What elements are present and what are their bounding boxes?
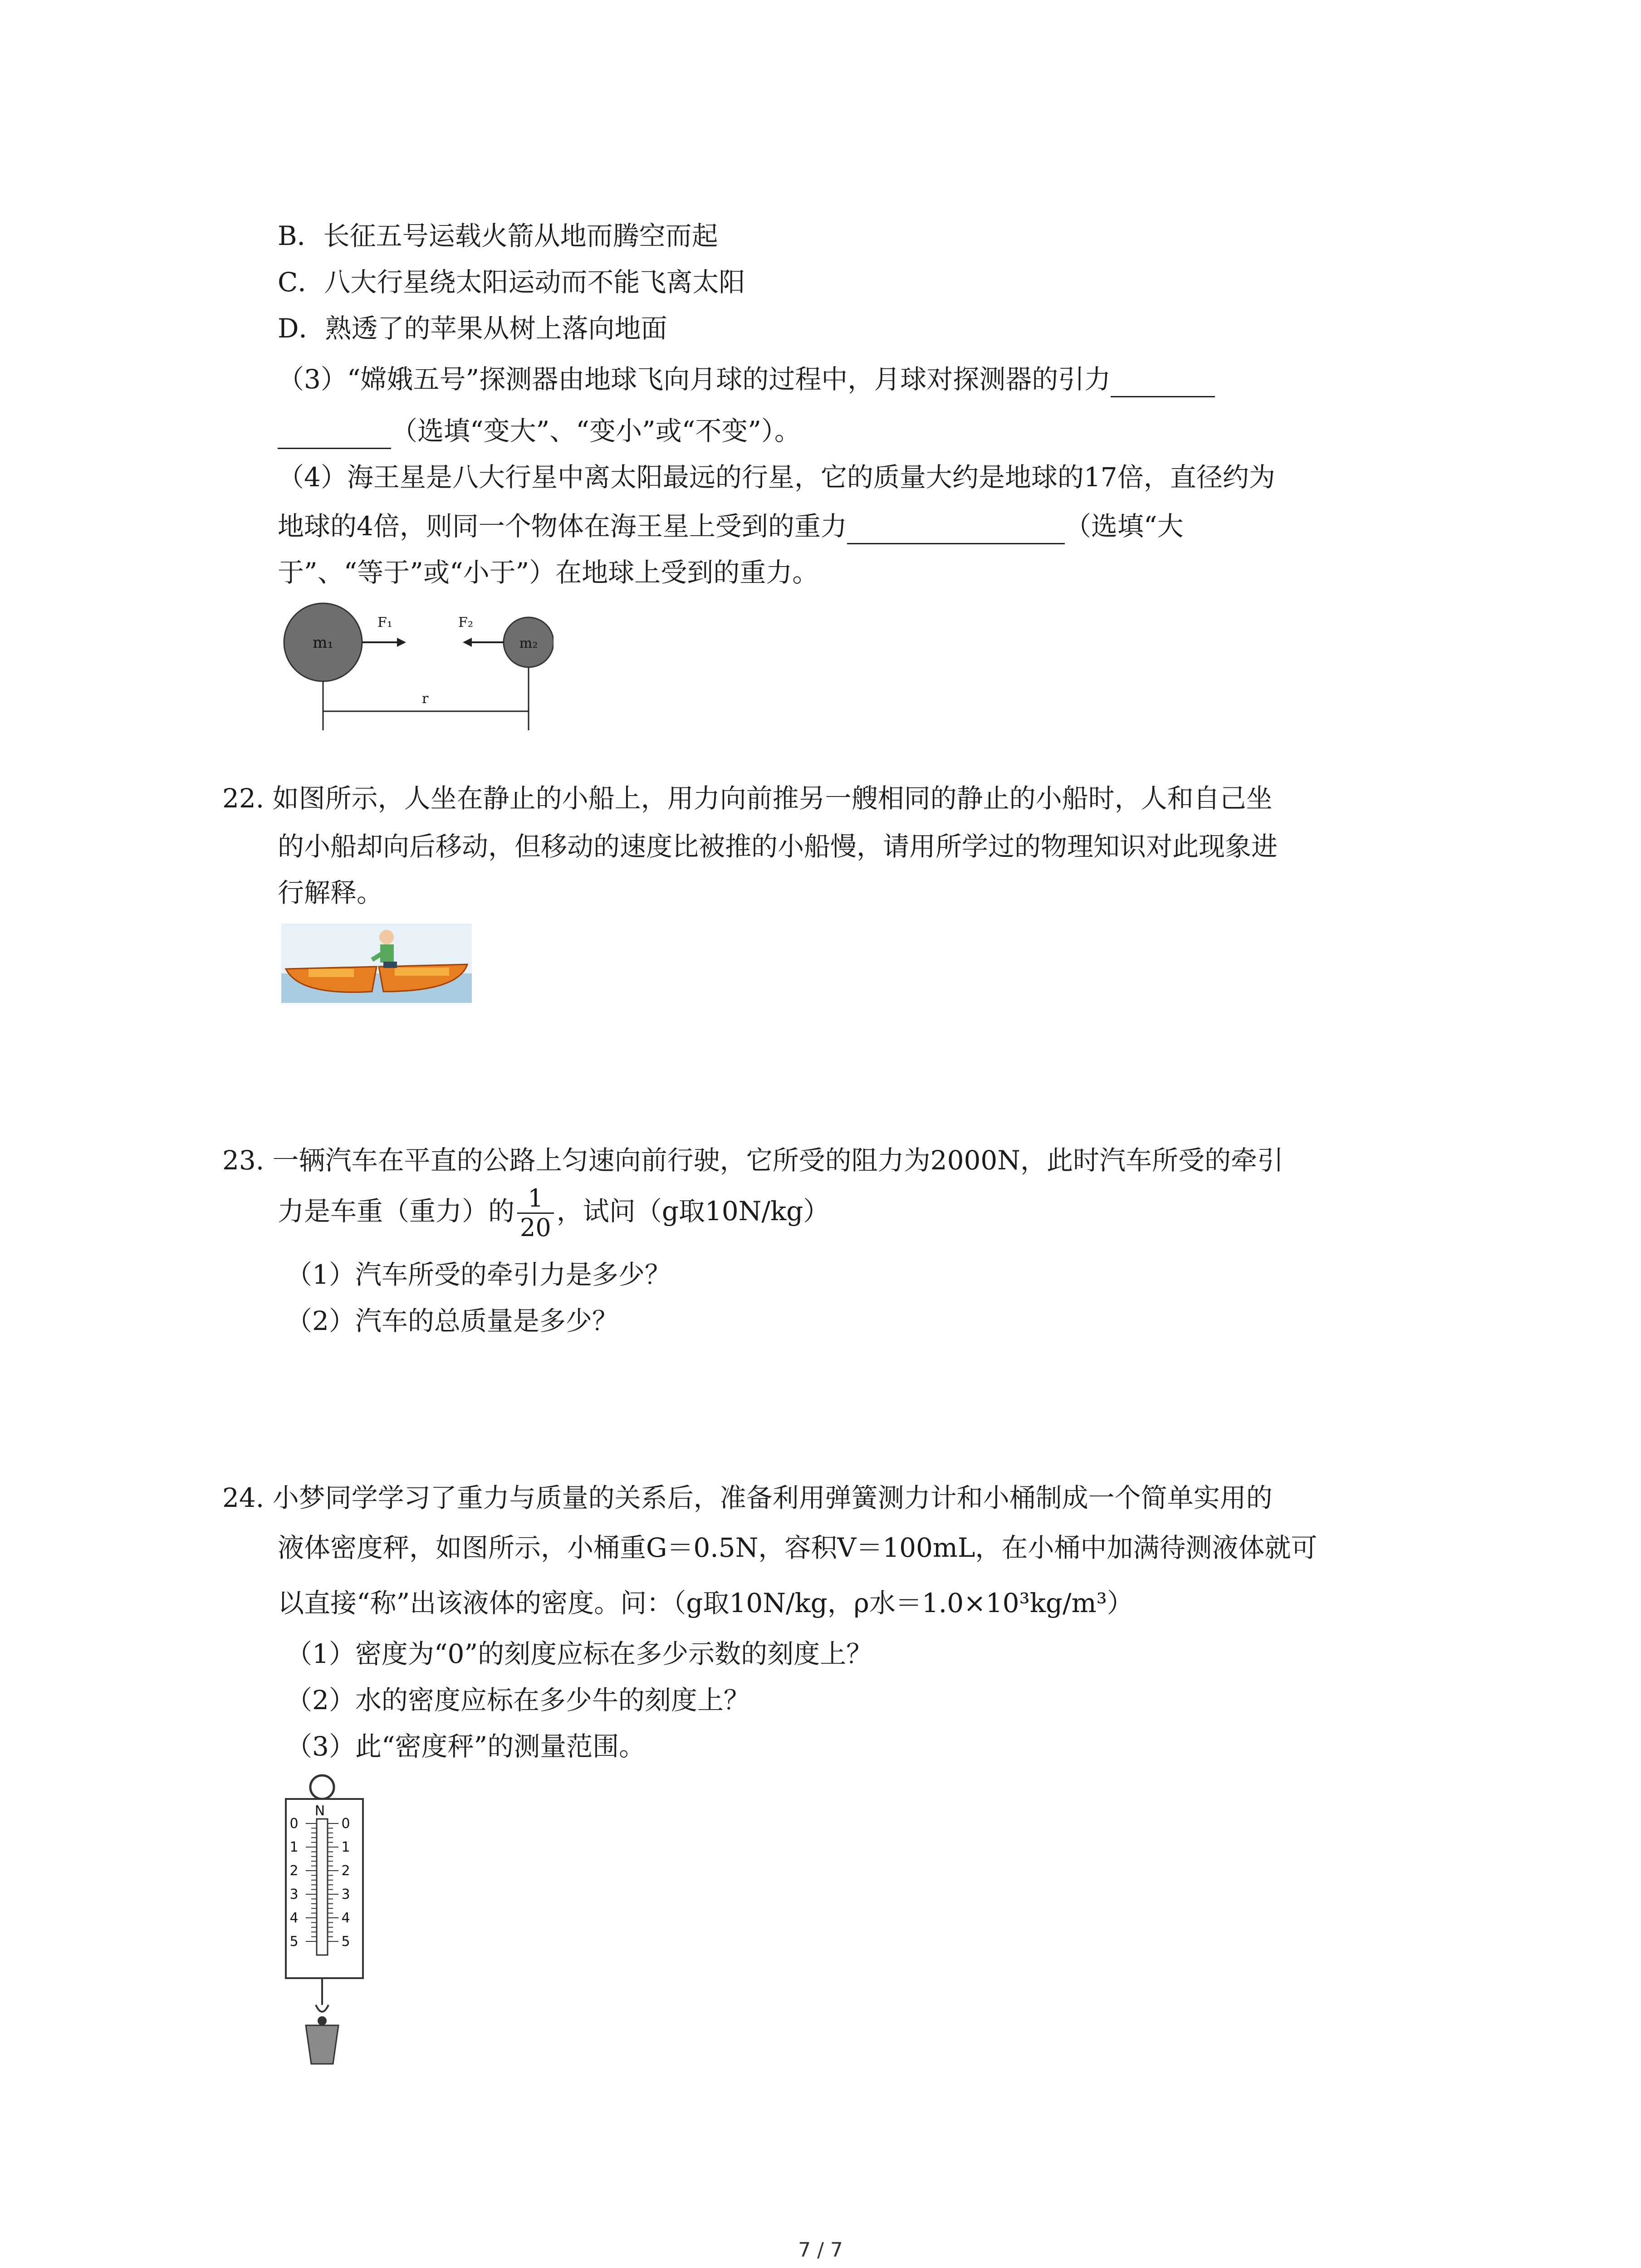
scale-label-left: 1 <box>289 1839 299 1855</box>
q23-line1: 23. 一辆汽车在平直的公路上匀速向前行驶，它所受的阻力为2000N，此时汽车所受的牵引 <box>222 1145 1284 1176</box>
fraction-denominator: 20 <box>520 1213 551 1242</box>
scale-label-right: 2 <box>341 1863 350 1879</box>
q21-part3-line2 <box>278 413 801 449</box>
q21-option-d: D．熟透了的苹果从树上落向地面 <box>278 313 667 344</box>
q21-part4-text2b: （选填“大 <box>1064 511 1184 542</box>
q23-sub1: （1）汽车所受的牵引力是多少？ <box>286 1259 671 1290</box>
scale-label-right: 3 <box>341 1887 350 1902</box>
q21-part4-line1: （4）海王星是八大行星中离太阳最远的行星，它的质量大约是地球的17倍，直径约为 <box>278 462 1275 493</box>
scale-unit-label: N <box>314 1803 325 1819</box>
spring-scale-figure <box>272 1774 381 2073</box>
answer-blank[interactable] <box>278 420 391 449</box>
q22-line3: 行解释。 <box>278 877 383 908</box>
scale-ring <box>310 1775 334 1799</box>
fraction-1-20 <box>517 1184 554 1242</box>
bucket <box>306 2025 338 2064</box>
q24-line2: 液体密度秤，如图所示，小桶重G＝0.5N，容积V＝100mL，在小桶中加满待测液体就可 <box>278 1532 1318 1563</box>
boats-image <box>281 924 472 1003</box>
q21-part4-line2 <box>278 508 1184 544</box>
distance-label: r <box>422 691 429 707</box>
q23-sub2: （2）汽车的总质量是多少？ <box>286 1305 618 1336</box>
force-f2-label: F₂ <box>458 615 473 631</box>
scale-label-right: 1 <box>341 1839 350 1855</box>
q24-sub1: （1）密度为“0”的刻度应标在多少示数的刻度上？ <box>286 1638 873 1669</box>
force-f2-arrowhead <box>463 638 472 647</box>
fraction-numerator: 1 <box>517 1184 554 1214</box>
q23-line2-a: 力是车重（重力）的 <box>278 1196 515 1227</box>
q21-part4-text2a: 地球的4倍，则同一个物体在海王星上受到的重力 <box>278 511 847 542</box>
scale-label-right: 5 <box>341 1934 350 1950</box>
mass-2-label: m₂ <box>519 635 538 651</box>
q21-part3-text2: （选填“变大”、“变小”或“不变”）。 <box>391 415 801 446</box>
scale-label-left: 4 <box>289 1910 299 1926</box>
q24-line3: 以直接“称”出该液体的密度。问：（g取10N/kg，ρ水＝1.0×10³kg/m³） <box>278 1588 1133 1618</box>
answer-blank[interactable] <box>847 516 1065 544</box>
q24-sub3: （3）此“密度秤”的测量范围。 <box>286 1731 646 1762</box>
q21-part3-text: （3）“嫦娥五号”探测器由地球飞向月球的过程中，月球对探测器的引力 <box>278 364 1111 395</box>
gravitation-figure <box>272 599 554 735</box>
force-f1-label: F₁ <box>377 615 392 631</box>
q21-option-b: B．长征五号运载火箭从地而腾空而起 <box>278 220 718 251</box>
q22-line1: 22. 如图所示，人坐在静止的小船上，用力向前推另一艘相同的静止的小船时，人和自己坐 <box>222 783 1273 814</box>
scale-label-left: 2 <box>289 1863 299 1879</box>
mass-1-label: m₁ <box>313 634 333 652</box>
answer-blank[interactable] <box>1111 369 1215 397</box>
q21-part3-line1 <box>278 361 1215 397</box>
q21-option-c: C．八大行星绕太阳运动而不能飞离太阳 <box>278 267 745 298</box>
force-f1-arrowhead <box>397 638 406 647</box>
scale-label-left: 0 <box>289 1816 299 1832</box>
q21-part4-line3: 于”、“等于”或“小于”）在地球上受到的重力。 <box>278 557 819 588</box>
scale-label-right: 4 <box>341 1910 350 1926</box>
scale-label-left: 3 <box>289 1887 299 1902</box>
q22-line2: 的小船却向后移动，但移动的速度比被推的小船慢，请用所学过的物理知识对此现象进 <box>278 831 1278 862</box>
scale-label-right: 0 <box>341 1816 350 1832</box>
q24-sub2: （2）水的密度应标在多少牛的刻度上？ <box>286 1685 750 1716</box>
q23-line2 <box>278 1179 829 1243</box>
page-number: 7 / 7 <box>798 2239 843 2262</box>
q24-line1: 24. 小梦同学学习了重力与质量的关系后，准备利用弹簧测力计和小桶制成一个简单实用的 <box>222 1482 1273 1513</box>
scale-label-left: 5 <box>289 1934 299 1950</box>
q23-line2-b: ，试问（g取10N/kg） <box>556 1196 830 1227</box>
